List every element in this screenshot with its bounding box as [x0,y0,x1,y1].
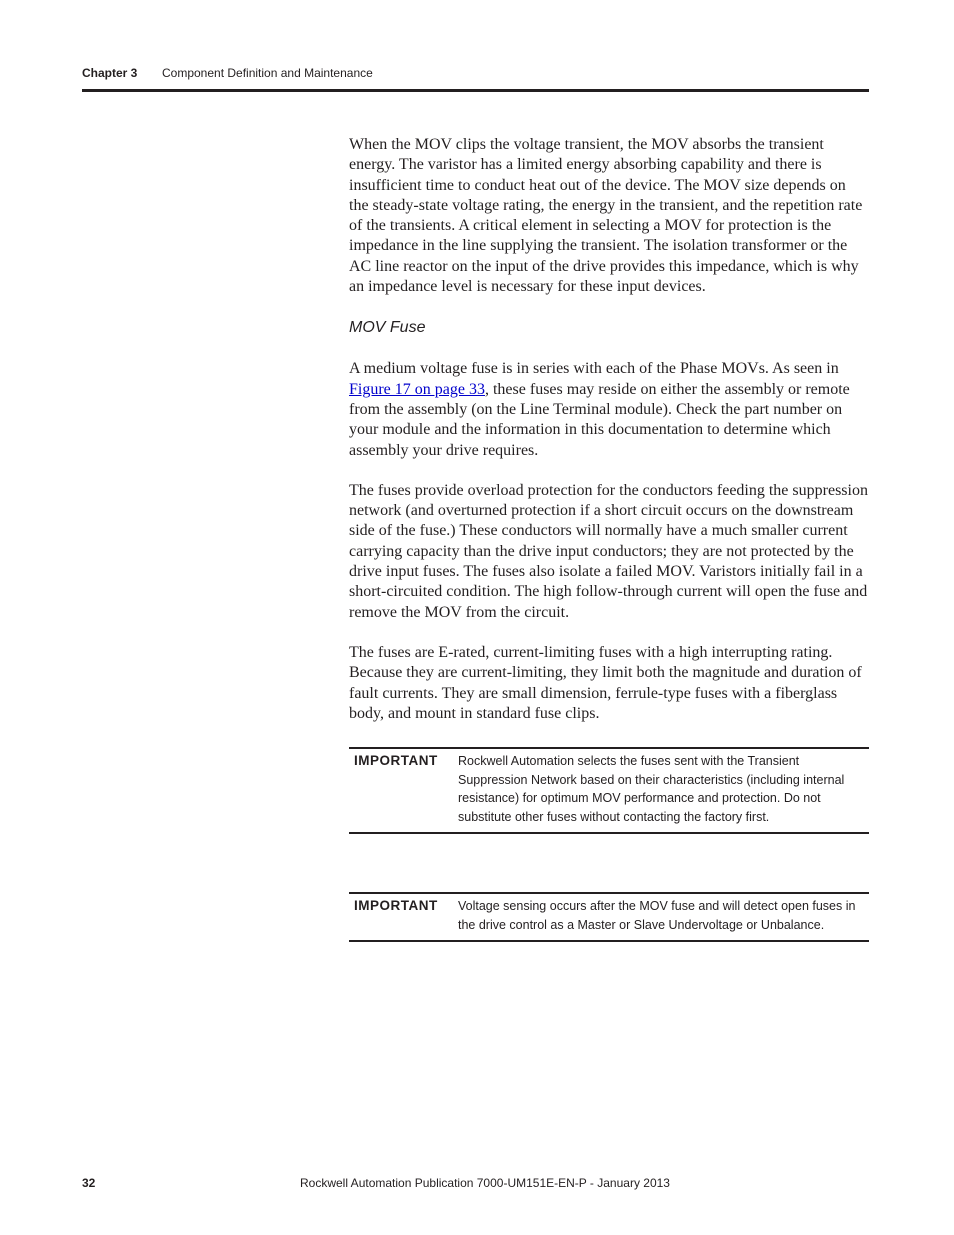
paragraph-e-rated-fuses: The fuses are E-rated, current-limiting fuses with a high interrupting rating. Because they are current-limiting, they limit both the magnitude and duration of fault currents. They are small dimension, ferrule-type fuses with a fiberglass body, and mount in standard fuse clips. [349,643,862,722]
paragraph-mov-clipping: When the MOV clips the voltage transient, the MOV absorbs the transient energy. The varistor has a limited energy absorbing capability and there is insufficient time to conduct heat out of the device. The MOV size depends on the steady-state voltage rating, the energy in the transient, and the repetition rate of the transients. A critical element in selecting a MOV for protection is the impedance in the line supplying the transient. The isolation transformer or the AC line reactor on the input of the drive provides this impedance, which is why an impedance level is necessary for these input devices. [349,136,863,296]
body-text [349,135,869,744]
paragraph-fuse-location [349,359,869,460]
figure-17-link[interactable]: Figure 17 on page 33 [349,380,485,398]
paragraph-text-after-link: , these fuses may reside on either the assembly or remote from the assembly (on the Line Terminal module). Check the part number on your module and the information in this documentation to determine which assembly your drive requires. [349,380,850,459]
page-number: 32 [82,1176,96,1190]
header-divider [82,89,869,92]
subheading-mov-fuse: MOV Fuse [349,319,426,337]
chapter-label: Chapter 3 [82,66,138,80]
important-text: Voltage sensing occurs after the MOV fuse and will detect open fuses in the drive control as a Master or Slave Undervoltage or Unbalance. [458,899,856,932]
important-label: IMPORTANT [354,898,438,913]
important-note-voltage-sensing [349,892,869,942]
important-text: Rockwell Automation selects the fuses sent with the Transient Suppression Network based on their characteristics (including internal resistance) for optimum MOV performance and protection. Do not substitute other fuses without contacting the factory first. [458,754,845,824]
paragraph-text-before-link: A medium voltage fuse is in series with each of the Phase MOVs. As seen in [349,360,839,378]
page-header [82,66,869,88]
paragraph-overload-protection: The fuses provide overload protection for the conductors feeding the suppression network (and overturned protection if a short circuit occurs on the downstream side of the fuse.) These conductors will normally have a much smaller current carrying capacity than the drive input conductors; they are not protected by the drive input fuses. The fuses also isolate a failed MOV. Varistors initially fail in a short-circuited condition. The high follow-through current will open the fuse and remove the MOV from the circuit. [349,481,868,621]
publication-info: Rockwell Automation Publication 7000-UM151E-EN-P - January 2013 [300,1176,670,1190]
important-label: IMPORTANT [354,753,438,768]
important-note-fuse-selection [349,747,869,834]
section-title: Component Definition and Maintenance [162,66,373,80]
